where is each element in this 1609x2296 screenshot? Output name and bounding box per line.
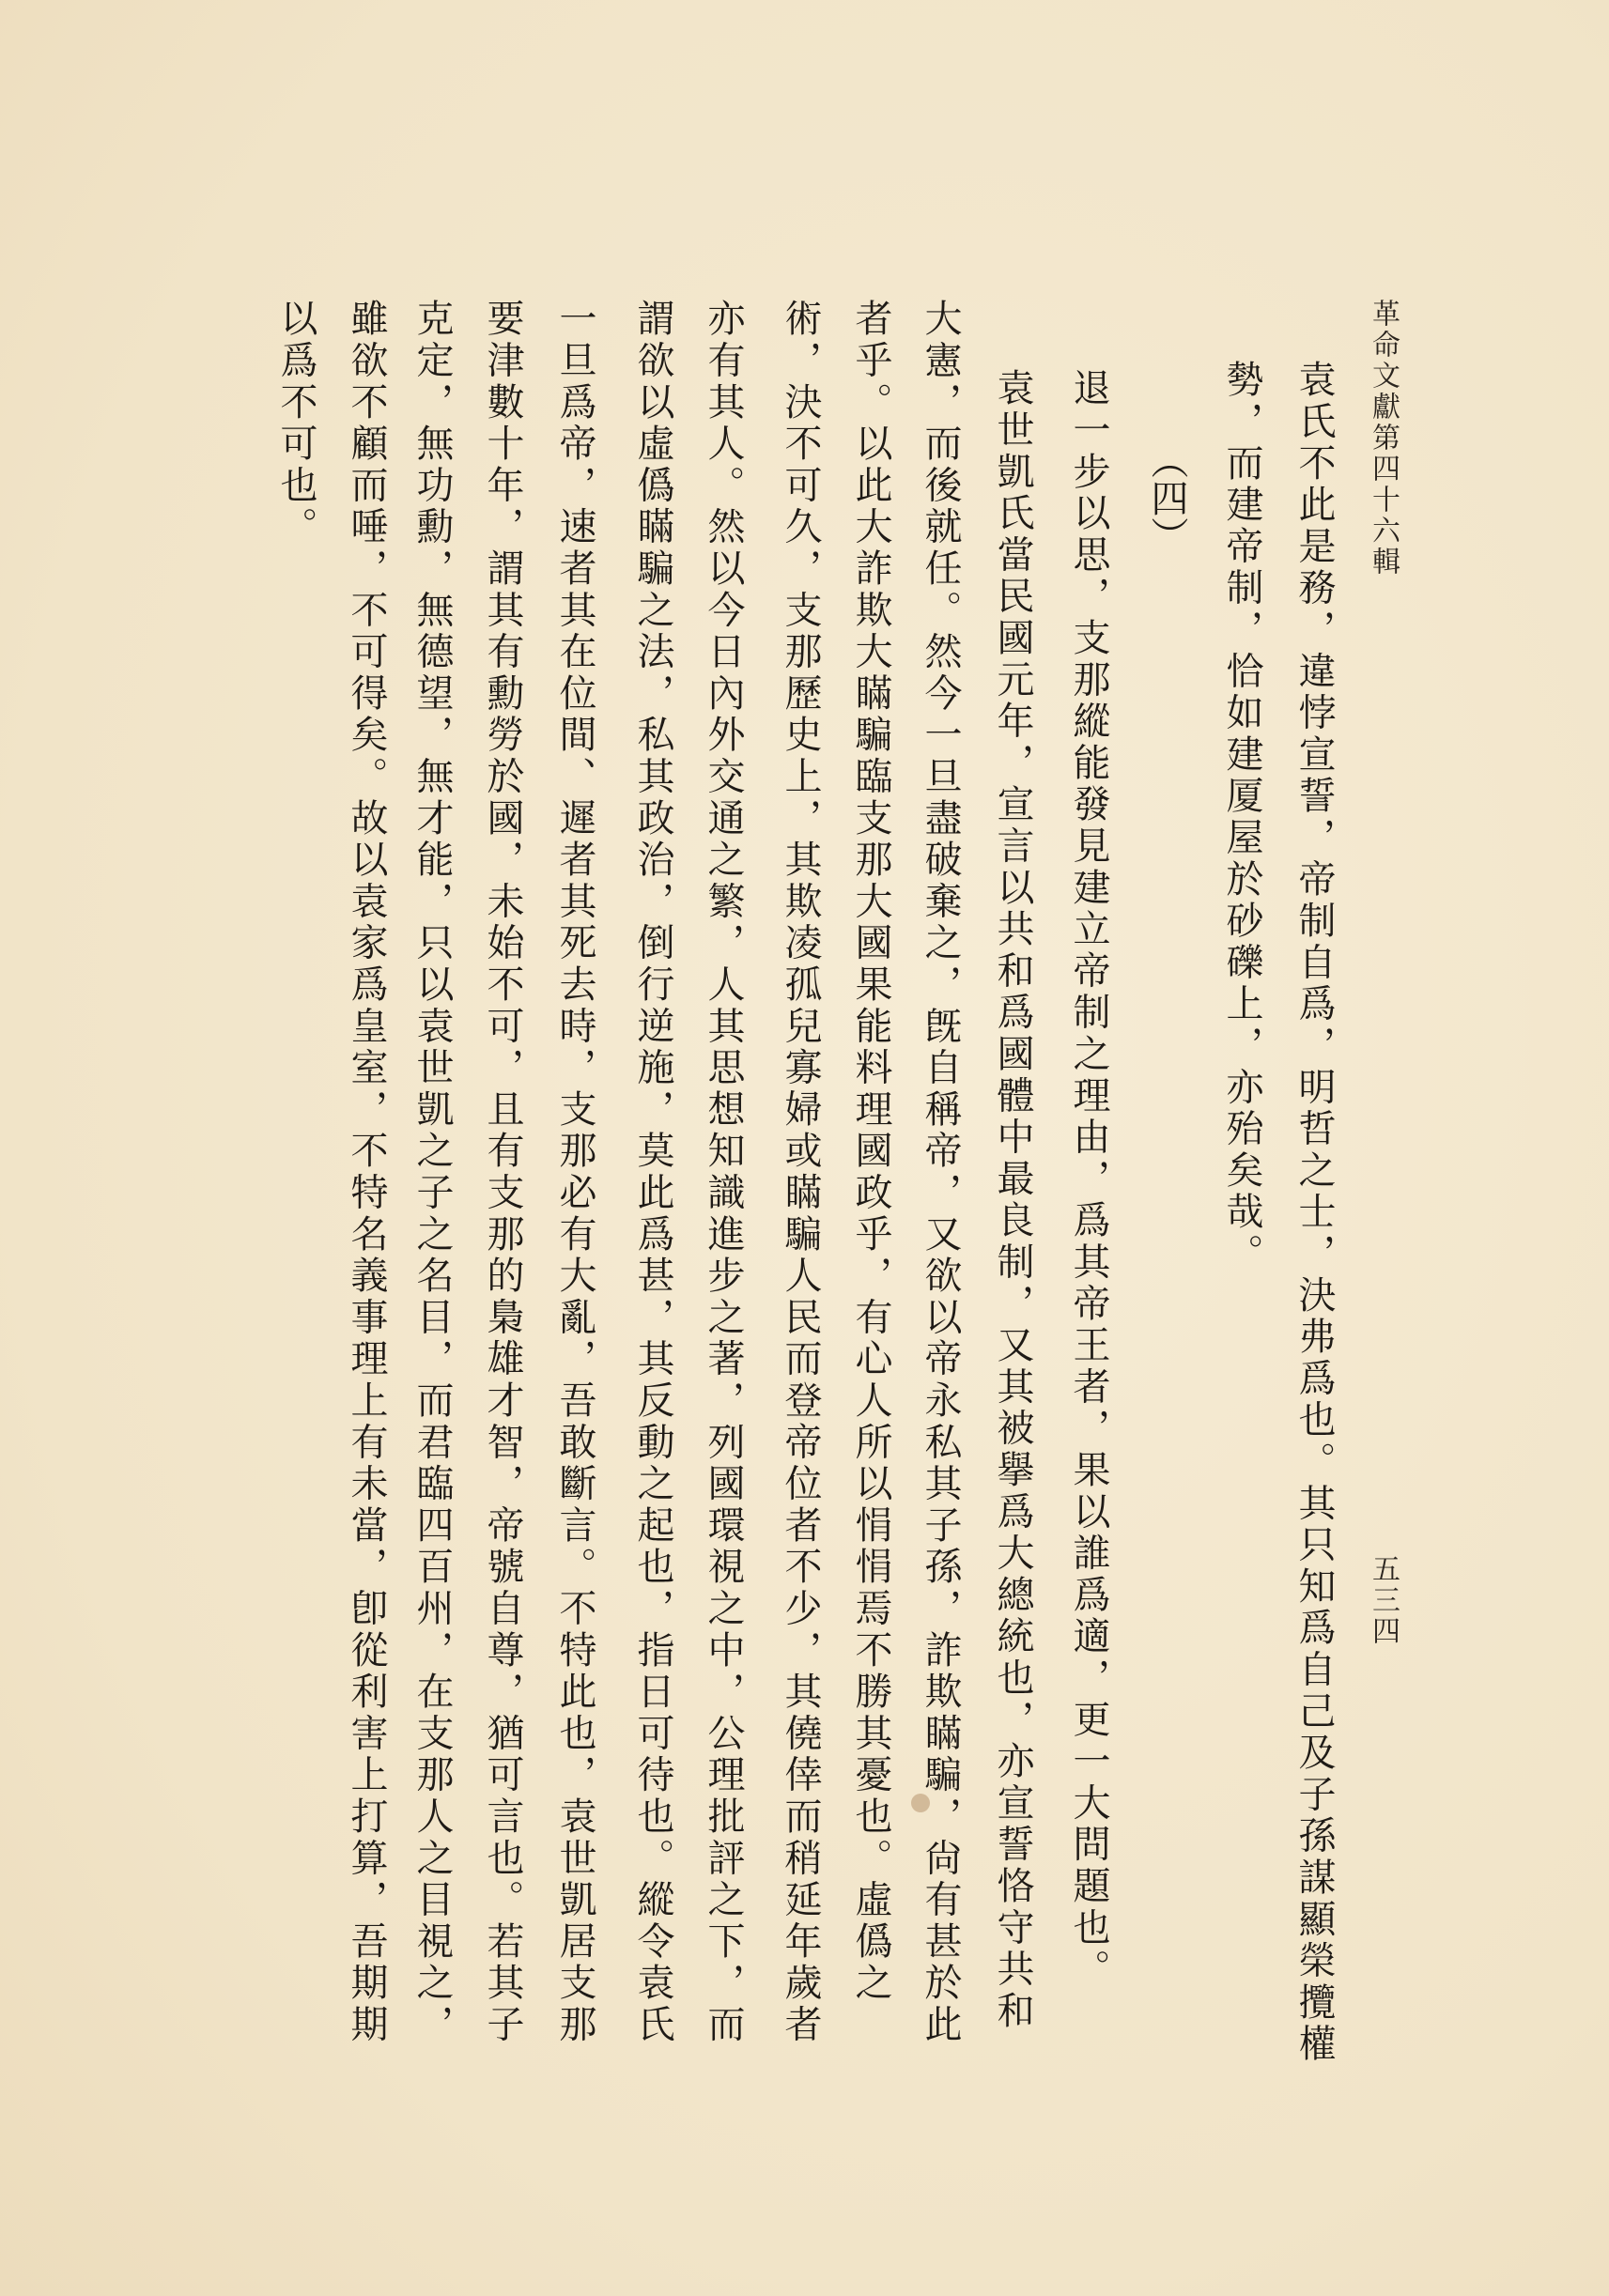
text-column-11: 一旦爲帝，速者其在位間、遲者其死去時，支那必有大亂，吾敢斷言。不特此也，袁世凱居支那 bbox=[553, 299, 596, 2046]
text-column-13: 克定，無功勳，無德望，無才能，只以袁世凱之子之名目，而君臨四百州，在支那人之目視之， bbox=[410, 299, 454, 2046]
paper-stain bbox=[911, 1794, 930, 1812]
text-column-4: 退一步以思，支那縱能發見建立帝制之理由，爲其帝王者，果以誰爲適，更一大問題也。 bbox=[1067, 368, 1110, 1991]
text-column-10: 謂欲以虛僞瞞騙之法，私其政治，倒行逆施，莫此爲甚，其反動之起也，指日可待也。縱令袁氏 bbox=[631, 299, 674, 2046]
text-column-15: 以爲不可也。 bbox=[274, 299, 317, 548]
text-column-6: 大憲，而後就任。然今一旦盡破棄之，旣自稱帝，又欲以帝永私其子孫，詐欺瞞騙，尙有甚於此 bbox=[919, 299, 962, 2046]
text-column-7: 者乎。以此大詐欺大瞞騙臨支那大國果能料理國政乎，有心人所以悁悁焉不勝其憂也。虛僞之 bbox=[849, 299, 892, 2005]
text-column-1: 袁氏不此是務，違悖宣誓，帝制自爲，明哲之士，決弗爲也。其只知爲自己及子孫謀顯榮攬權 bbox=[1292, 360, 1336, 2066]
text-column-8: 術，決不可久，支那歷史上，其欺凌孤兒寡婦或瞞騙人民而登帝位者不少，其僥倖而稍延年歲者 bbox=[779, 299, 822, 2046]
page-number: 五三四 bbox=[1367, 1554, 1400, 1647]
text-column-5: 袁世凱氏當民國元年，宣言以共和爲國體中最良制，又其被擧爲大總統也，亦宣誓恪守共和 bbox=[991, 368, 1034, 2032]
running-title: 革命文獻第四十六輯 bbox=[1367, 299, 1400, 578]
text-column-14: 雖欲不顧而唾，不可得矣。故以袁家爲皇室，不特名義事理上有未當，卽從利害上打算，吾期期 bbox=[345, 299, 388, 2046]
section-heading: （四） bbox=[1145, 441, 1188, 554]
text-column-2: 勢，而建帝制，恰如建厦屋於砂礫上，亦殆矣哉。 bbox=[1220, 360, 1263, 1275]
text-column-12: 要津數十年，謂其有勳勞於國，未始不可，且有支那的梟雄才智，帝號自尊，猶可言也。若其子 bbox=[481, 299, 524, 2046]
text-column-9: 亦有其人。然以今日內外交通之繁，人其思想知識進步之著，列國環視之中，公理批評之下，而 bbox=[702, 299, 745, 2046]
